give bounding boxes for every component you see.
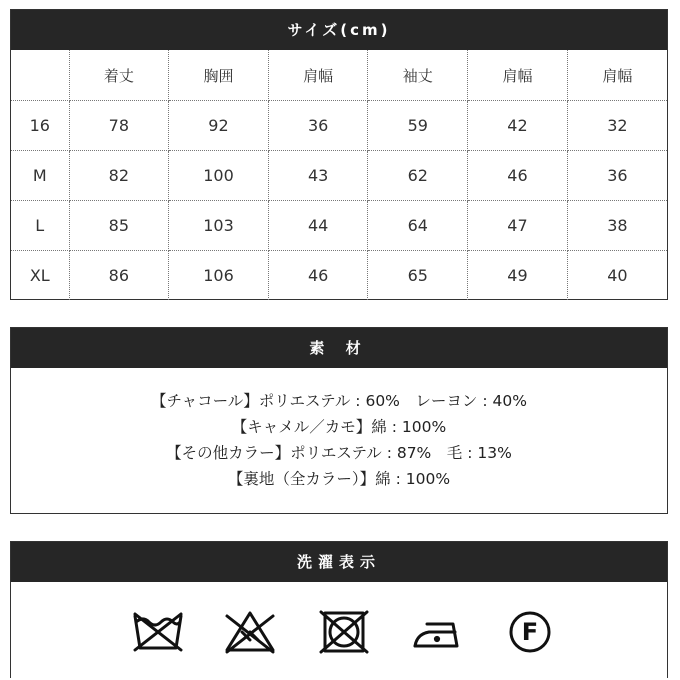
header-cell: 胸囲	[169, 50, 269, 101]
table-cell: 65	[368, 251, 468, 301]
table-cell: 42	[468, 101, 568, 151]
table-cell: 43	[268, 151, 368, 201]
table-cell: 92	[169, 101, 269, 151]
header-cell: 着丈	[69, 50, 169, 101]
table-cell: 36	[567, 151, 667, 201]
dry-clean-letter: F	[521, 618, 539, 646]
care-icons	[11, 582, 667, 678]
table-cell: 85	[69, 201, 169, 251]
table-cell: 62	[368, 151, 468, 201]
table-cell: M	[11, 151, 69, 201]
table-cell: 49	[468, 251, 568, 301]
table-cell: 78	[69, 101, 169, 151]
dry-clean-f-icon	[503, 610, 557, 654]
care-header: 洗濯表示	[11, 542, 667, 582]
no-bleach-icon	[223, 610, 277, 654]
table-row	[11, 151, 667, 201]
material-header: 素 材	[11, 328, 667, 368]
table-cell: L	[11, 201, 69, 251]
material-list	[11, 368, 667, 492]
header-cell: 肩幅	[567, 50, 667, 101]
table-cell: XL	[11, 251, 69, 301]
iron-icon	[409, 610, 463, 654]
material-line: 【キャメル／カモ】綿 : 100%	[231, 418, 447, 436]
table-cell: 86	[69, 251, 169, 301]
table-cell: 103	[169, 201, 269, 251]
header-cell: 袖丈	[368, 50, 468, 101]
table-cell: 100	[169, 151, 269, 201]
table-cell: 40	[607, 266, 628, 285]
no-wash-icon	[131, 610, 185, 654]
table-cell: 36	[268, 101, 368, 151]
table-cell: 47	[468, 201, 568, 251]
header-cell	[11, 50, 69, 101]
size-table	[11, 50, 667, 300]
table-cell: 44	[268, 201, 368, 251]
table-cell: 59	[368, 101, 468, 151]
table-cell: 46	[268, 251, 368, 301]
table-cell: 38	[567, 201, 667, 251]
table-cell: 16	[11, 101, 69, 151]
header-cell: 肩幅	[468, 50, 568, 101]
table-cell: 32	[567, 101, 667, 151]
size-header: サイズ(cm)	[11, 10, 667, 50]
table-cell: 82	[69, 151, 169, 201]
table-row	[11, 101, 667, 151]
table-cell: 46	[468, 151, 568, 201]
size-section	[10, 9, 668, 300]
table-row	[11, 251, 667, 301]
table-row	[11, 201, 667, 251]
table-cell: 64	[368, 201, 468, 251]
material-line: 【その他カラー】ポリエステル : 87% 毛 : 13%	[166, 444, 512, 462]
table-cell: 106	[169, 251, 269, 301]
no-tumble-dry-icon	[317, 610, 371, 654]
care-section	[10, 541, 668, 678]
material-section	[10, 327, 668, 514]
material-line: 【チャコール】ポリエステル : 60% レーヨン : 40%	[151, 392, 527, 410]
header-cell: 肩幅	[268, 50, 368, 101]
size-table-header-row	[11, 50, 667, 101]
material-line: 【裏地（全カラー）】綿 : 100%	[227, 470, 451, 488]
